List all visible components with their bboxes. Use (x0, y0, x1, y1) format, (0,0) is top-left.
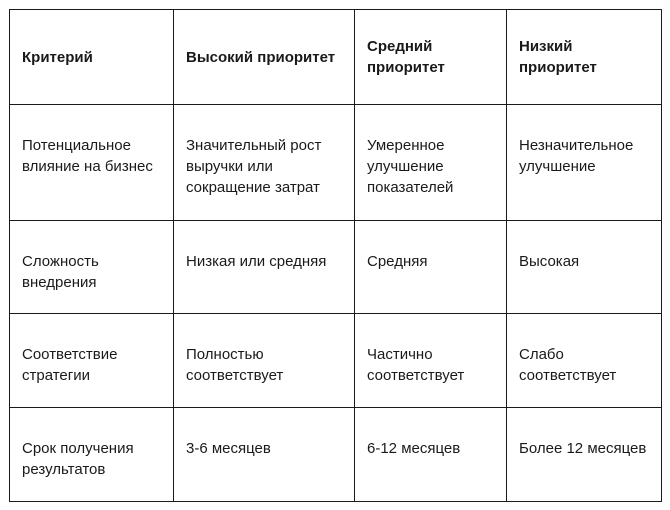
high-priority-cell: Значительный рост выручки или сокращение затрат (174, 105, 355, 221)
criterion-cell: Срок получения результатов (10, 408, 174, 502)
low-priority-cell: Высокая (507, 221, 662, 314)
header-criterion: Критерий (10, 10, 174, 105)
low-priority-cell: Слабо соответствует (507, 314, 662, 408)
low-priority-cell: Более 12 месяцев (507, 408, 662, 502)
low-priority-cell: Незначительное улучшение (507, 105, 662, 221)
high-priority-cell: 3-6 месяцев (174, 408, 355, 502)
criterion-cell: Соответствие стратегии (10, 314, 174, 408)
medium-priority-cell: 6-12 месяцев (355, 408, 507, 502)
criterion-cell: Потенциальное влияние на бизнес (10, 105, 174, 221)
table-row (10, 105, 662, 221)
table-row (10, 221, 662, 314)
high-priority-cell: Низкая или средняя (174, 221, 355, 314)
medium-priority-cell: Умеренное улучшение показателей (355, 105, 507, 221)
table-row (10, 408, 662, 502)
medium-priority-cell: Частично соответствует (355, 314, 507, 408)
table-row (10, 314, 662, 408)
medium-priority-cell: Средняя (355, 221, 507, 314)
high-priority-cell: Полностью соответствует (174, 314, 355, 408)
priority-table-container (9, 9, 662, 502)
table-header-row (10, 10, 662, 105)
header-high-priority: Высокий приоритет (174, 10, 355, 105)
header-medium-priority: Средний приоритет (355, 10, 507, 105)
header-low-priority: Низкий приоритет (507, 10, 662, 105)
criterion-cell: Сложность внедрения (10, 221, 174, 314)
priority-criteria-table (9, 9, 662, 502)
